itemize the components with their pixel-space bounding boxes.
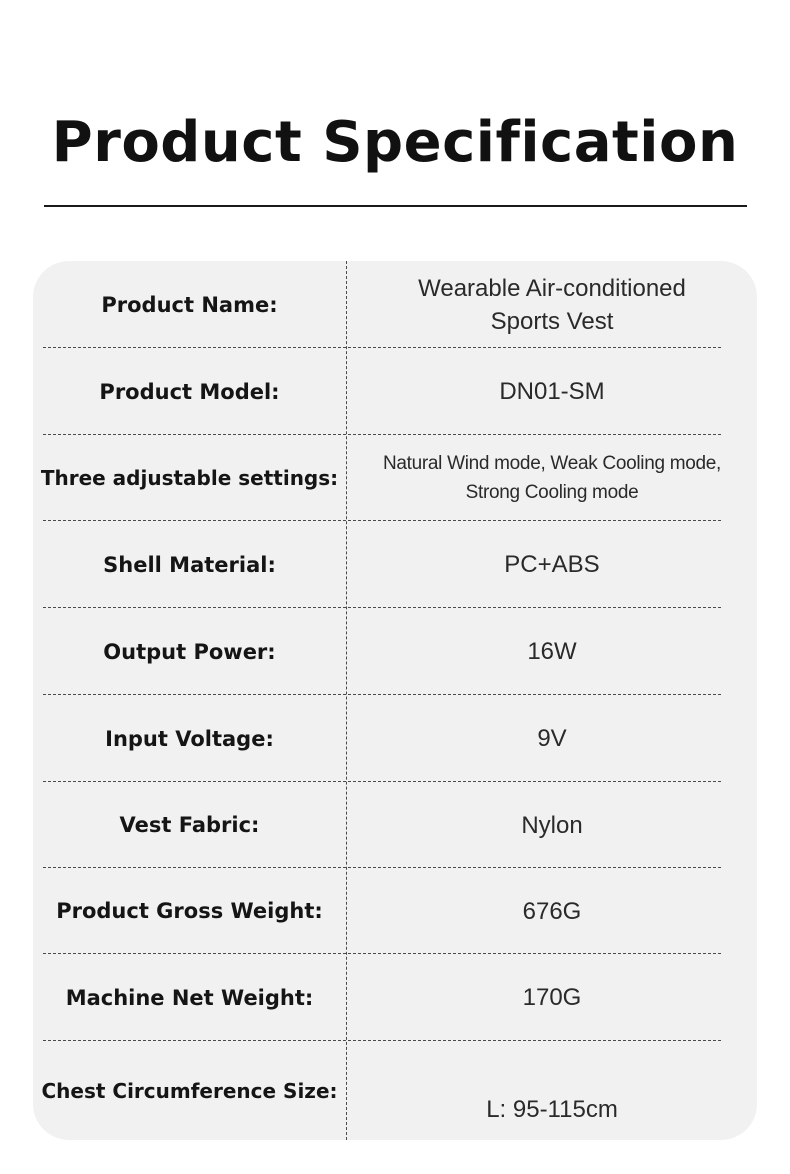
spec-row-chest-size bbox=[33, 1041, 757, 1140]
spec-value: 16W bbox=[527, 638, 577, 665]
spec-row-settings bbox=[33, 435, 757, 521]
spec-row-input-voltage bbox=[33, 695, 757, 782]
spec-value: Nylon bbox=[521, 811, 583, 839]
spec-label: Machine Net Weight: bbox=[65, 985, 314, 1010]
spec-label: Output Power: bbox=[103, 639, 276, 664]
spec-label: Product Gross Weight: bbox=[56, 899, 323, 923]
spec-value: 676G bbox=[522, 897, 582, 925]
spec-label: Three adjustable settings: bbox=[40, 466, 339, 490]
spec-value: L: 95-115cm bbox=[486, 1096, 618, 1123]
spec-value: PC+ABS bbox=[504, 551, 600, 578]
spec-label: Chest Circumference Size: bbox=[41, 1079, 338, 1103]
title-divider bbox=[44, 205, 747, 207]
spec-value: 9V bbox=[537, 725, 567, 752]
page-title: Product Specification bbox=[51, 110, 739, 175]
spec-row-output-power bbox=[33, 608, 757, 695]
spec-row-vest-fabric bbox=[33, 782, 757, 868]
spec-row-gross-weight bbox=[33, 868, 757, 954]
spec-row-shell-material bbox=[33, 521, 757, 608]
spec-label: Input Voltage: bbox=[105, 726, 274, 751]
spec-value: Natural Wind mode, Weak Cooling mode, Strong Cooling mode bbox=[382, 453, 722, 503]
spec-label: Vest Fabric: bbox=[119, 813, 260, 837]
spec-value: 170G bbox=[522, 984, 582, 1011]
spec-value: DN01-SM bbox=[499, 378, 605, 405]
spec-row-net-weight bbox=[33, 954, 757, 1041]
spec-value: Wearable Air-conditioned Sports Vest bbox=[418, 274, 686, 335]
spec-table bbox=[33, 261, 757, 1140]
spec-label: Product Name: bbox=[101, 292, 278, 317]
spec-row-product-model bbox=[33, 348, 757, 435]
spec-label: Product Model: bbox=[99, 379, 280, 404]
spec-label: Shell Material: bbox=[103, 552, 276, 577]
spec-row-product-name bbox=[33, 261, 757, 348]
